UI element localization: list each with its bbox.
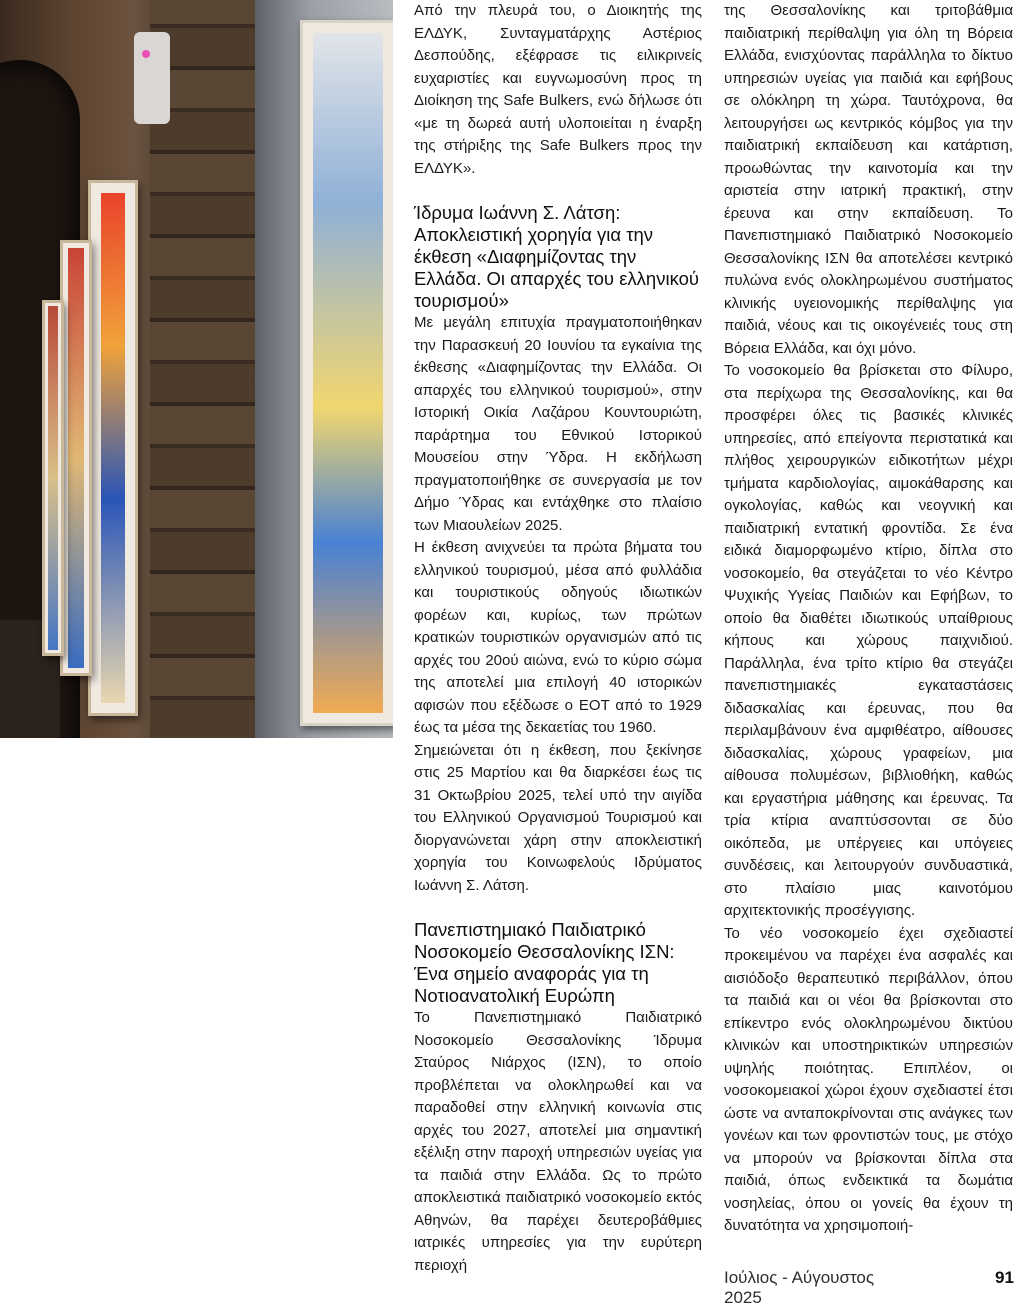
wall-lamp (134, 32, 170, 124)
paragraph: Με μεγάλη επιτυχία πραγματοποιήθηκαν την Παρασκευή 20 Ιουνίου τα εγκαίνια της έκθεσης «Διαφημίζοντας την Ελλάδα. Οι απαρχές του ελληνικού τουρισμού», στην Ιστορική Οικία Λαζάρου Κουντουριώτη, παράρτημα του Εθνικού Ιστορικού Μουσείου στην Ύδρα. Η εκδήλωση πραγματοποιήθηκε σε συνεργασία με τον Δήμο Ύδρας και εντάχθηκε στο πλαίσιο των Μιαουλείων 2025. (414, 314, 702, 534)
paragraph: της Θεσσαλονίκης και τριτοβάθμια παιδιατρική περίθαλψη για όλη τη Βόρεια Ελλάδα, ενισχύοντας παράλληλα το δίκτυο υπηρεσιών υγείας για παιδιά και εφήβους σε ολόκληρη τη χώρα. Ταυτόχρονα, θα λειτουργήσει ως κεντρικός κόμβος για την παιδιατρική εκπαίδευση και κατάρτιση, προωθώντας την καινοτομία και την αριστεία στην ιατρική πρακτική, στην έρευνα και στην εκπαίδευση. Το Πανεπιστημιακό Παιδιατρικό Νοσοκομείο Θεσσαλονίκης ΙΣΝ θα αποτελέσει κεντρικό πυλώνα ενός ολοκληρωμένου συστήματος κλινικής υγειονομικής περίθαλψης για παιδιά, νέους και τις οικογένειές τους στη Βόρεια Ελλάδα, και όχι μόνο. (724, 2, 1013, 357)
poster-frame (88, 180, 138, 716)
section-heading-latsis: Ίδρυμα Ιωάννη Σ. Λάτση: Αποκλειστική χορηγία για την έκθεση «Διαφημίζοντας την Ελλάδα. Οι απαρχές του ελληνικού τουρισμού» (414, 202, 700, 311)
poster-frame (42, 300, 64, 656)
paragraph: Το νέο νοσοκομείο έχει σχεδιαστεί προκειμένου να παρέχει ένα ασφαλές και αισιόδοξο θεραπευτικό περιβάλλον, όπου τα παιδιά και οι νέοι θα βρίσκονται στο επίκεντρο ενός ολοκληρωμένου δικτύου κλινικών και υποστηρικτικών υπηρεσιών υψηλής ποιότητας. Επιπλέον, οι νοσοκομειακοί χώροι έχουν σχεδιαστεί έτσι ώστε να ανταποκρίνονται στις ανάγκες των γονέων και των φροντιστών τους, με στόχο να μπορούν να βρίσκονται δίπλα στα παιδιά, όπως ενδεικτικά τα δωμάτια νοσηλείας, όπου οι γονείς θα έχουν τη δυνατότητα να χρησιμοποιή- (724, 924, 1013, 1234)
section-heading-hospital: Πανεπιστημιακό Παιδιατρικό Νοσοκομείο Θεσσαλονίκης ΙΣΝ: Ένα σημείο αναφοράς για τη Νοτιοανατολική Ευρώπη (414, 919, 675, 1006)
middle-column (414, 0, 702, 1277)
poster-frame (300, 20, 393, 726)
paragraph: Το Πανεπιστημιακό Παιδιατρικό Νοσοκομείο Θεσσαλονίκης Ίδρυμα Σταύρος Νιάρχος (ΙΣΝ), το οποίο προβλέπεται να ολοκληρωθεί και να παραδοθεί στην ελληνική κοινωνία στις αρχές του 2027, αποτελεί μια σημαντική εξέλιξη στην παροχή υπηρεσιών υγείας για τα παιδιά στην Ελλάδα. Ως το πρώτο αποκλειστικά παιδιατρικό νοσοκομείο εκτός Αθηνών, θα παρέχει δευτεροβάθμιες ιατρικές υπηρεσίες για την ευρύτερη περιοχή (414, 1009, 702, 1274)
page-number: 91 (995, 1268, 1014, 1287)
paragraph: Η έκθεση ανιχνεύει τα πρώτα βήματα του ελληνικού τουρισμού, μέσα από φυλλάδια και τουριστικούς οδηγούς ιδιωτικών φορέων και, κυρίως, των πρώτων κρατικών τουριστικών οργανισμών από τις αρχές του 20ού αιώνα, ενώ το κύριο σώμα της αποτελεί μια επιλογή 40 ιστορικών αφισών που εξέδωσε ο ΕΟΤ από το 1929 έως τα μέσα της δεκαετίας του 1960. (414, 539, 702, 736)
paragraph: Το νοσοκομείο θα βρίσκεται στο Φίλυρο, στα περίχωρα της Θεσσαλονίκης, και θα προσφέρει όλες τις βασικές κλινικές υπηρεσίες, από επείγοντα περιστατικά και πλήθος χειρουργικών ειδικοτήτων μέχρι τμήματα καρδιολογίας, αιμοκάθαρσης και ογκολογίας, καθώς και νεογνική και παιδιατρική εντατική φροντίδα. Σε ένα ειδικά διαμορφωμένο κτίριο, δίπλα στο νοσοκομείο, θα στεγάζεται το νέο Κέντρο Ψυχικής Υγείας Παιδιών και Εφήβων, το οποίο θα διαθέτει ιδιωτικούς υπαίθριους κήπους και χώρους παιχνιδιού. Παράλληλα, ένα τρίτο κτίριο θα στεγάζει πανεπιστημιακές εγκαταστάσεις διδασκαλίας και έρευνας, που θα περιλαμβάνουν ένα αμφιθέατρο, αίθουσες διδασκαλίας, χώρους γραφείων, μια αίθουσα πολυμέσων, βιβλιοθήκη, καθώς και εργαστήρια μάθησης και έρευνας. Τα τρία κτίρια αναπτύσσονται σε δύο οικόπεδα, με υπέργειες και υπόγειες συνδέσεις, και λειτουργούν συνδυαστικά, στο πλαίσιο μιας καινοτόμου αρχιτεκτονικής προσέγγισης. (724, 362, 1013, 919)
right-column (724, 0, 1013, 1238)
intro-paragraph: Από την πλευρά του, ο Διοικητής της ΕΛΔΥΚ, Συνταγματάρχης Αστέριος Δεσπούδης, εξέφρασε τις ειλικρινείς ευχαριστίες και ευγνωμοσύνη προς τη Διοίκηση της Safe Bulkers, ενώ δήλωσε ότι «με τη δωρεά αυτή υλοποιείται η έναρξη της στήριξης της Safe Bulkers προς την ΕΛΔΥΚ». (414, 2, 702, 177)
exhibition-photo (0, 0, 393, 738)
issue-date: Ιούλιος - Αύγουστος 2025 (724, 1268, 875, 1307)
paragraph: Σημειώνεται ότι η έκθεση, που ξεκίνησε στις 25 Μαρτίου και θα διαρκέσει έως τις 31 Οκτωβρίου 2025, τελεί υπό την αιγίδα του Ελληνικού Οργανισμού Τουρισμού και διοργανώνεται χάρη στην αποκλειστική χορηγία του Κοινωφελούς Ιδρύματος Ιωάννη Σ. Λάτση. (414, 741, 702, 894)
poster-frame (60, 240, 92, 676)
